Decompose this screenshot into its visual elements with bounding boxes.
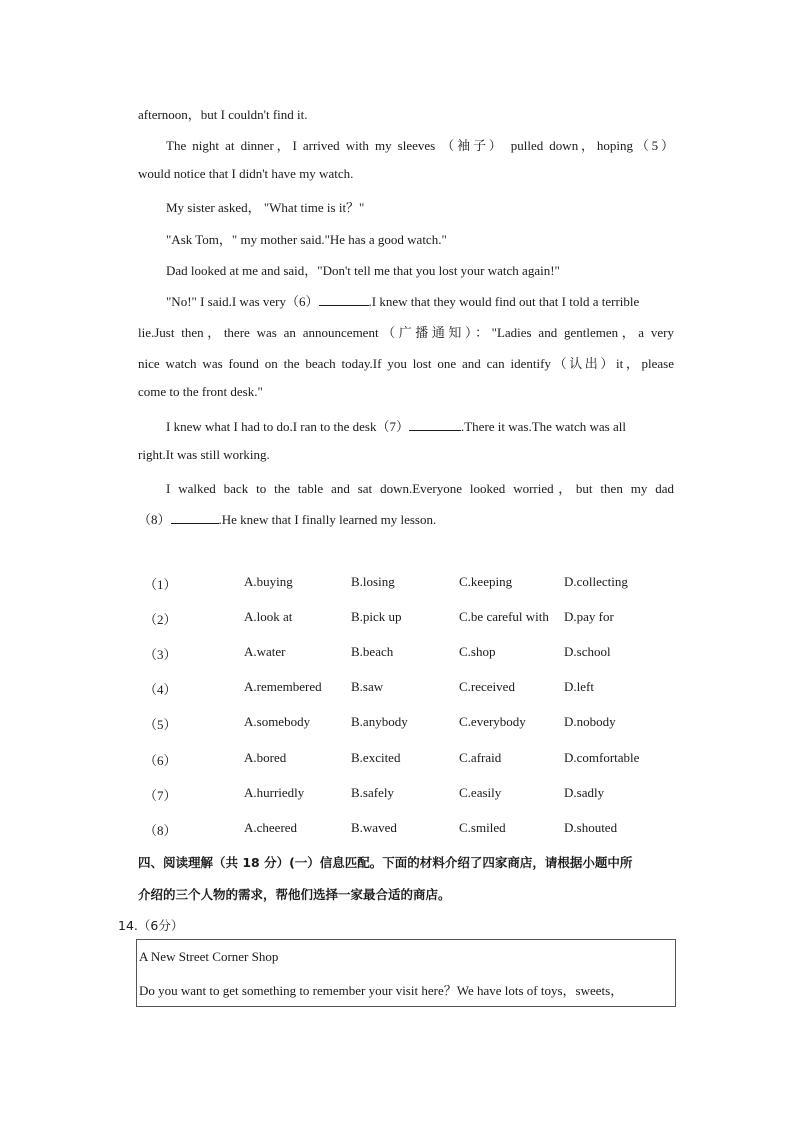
passage-text: .There it was.The watch was all (460, 419, 626, 434)
passage-line: "Ask Tom，" my mother said."He has a good watch." (166, 232, 447, 247)
shop-info-box (136, 939, 676, 1007)
option-choice[interactable]: D.sadly (564, 785, 605, 800)
option-choice[interactable]: C.everybody (459, 714, 526, 729)
option-choice[interactable]: D.left (564, 679, 594, 694)
option-choice[interactable]: B.saw (351, 679, 384, 694)
passage-text: "No!" I said.I was very（6） (166, 294, 319, 309)
option-choice[interactable]: B.waved (351, 820, 397, 835)
passage-text: I knew what I had to do.I ran to the desk（7） (166, 419, 409, 434)
option-choice[interactable]: A.buying (244, 574, 293, 589)
option-number: （3） (144, 647, 177, 662)
passage-line (166, 291, 674, 310)
option-choice[interactable]: A.remembered (244, 679, 322, 694)
option-choice[interactable]: A.hurriedly (244, 785, 305, 800)
passage-line: would notice that I didn't have my watch. (138, 166, 354, 181)
option-choice[interactable]: B.beach (351, 644, 394, 659)
passage-line: afternoon，but I couldn't find it. (138, 107, 308, 122)
option-choice[interactable]: B.excited (351, 750, 401, 765)
passage-line: nice watch was found on the beach today.If you lost one and can identify（认出）it，please (138, 356, 674, 371)
section-heading: 四、阅读理解（共 18 分）(一）信息匹配。下面的材料介绍了四家商店，请根据小题中所 (138, 855, 633, 870)
option-number: （2） (144, 612, 177, 627)
passage-line (138, 509, 436, 528)
option-choice[interactable]: B.losing (351, 574, 395, 589)
answer-blank-6[interactable] (319, 293, 369, 306)
option-choice[interactable]: C.afraid (459, 750, 502, 765)
option-number: （6） (144, 753, 177, 768)
option-number: （5） (144, 717, 177, 732)
option-choice[interactable]: A.somebody (244, 714, 311, 729)
shop-description: Do you want to get something to remember your visit here？We have lots of toys，sweets， (139, 983, 624, 998)
option-number: （7） (144, 788, 177, 803)
passage-line: My sister asked， "What time is it？" (166, 200, 365, 215)
answer-blank-7[interactable] (409, 418, 461, 431)
passage-line: The night at dinner，I arrived with my sleeves （袖子） pulled down，hoping（5） (166, 138, 674, 153)
option-choice[interactable]: A.cheered (244, 820, 298, 835)
option-choice[interactable]: C.keeping (459, 574, 513, 589)
option-choice[interactable]: C.be careful with (459, 609, 549, 624)
option-choice[interactable]: C.received (459, 679, 515, 694)
option-choice[interactable]: D.pay for (564, 609, 614, 624)
option-choice[interactable]: D.collecting (564, 574, 628, 589)
option-choice[interactable]: B.safely (351, 785, 394, 800)
option-choice[interactable]: A.water (244, 644, 286, 659)
passage-line: I walked back to the table and sat down.Everyone looked worried，but then my dad (166, 481, 674, 496)
option-choice[interactable]: D.shouted (564, 820, 618, 835)
option-choice[interactable]: B.pick up (351, 609, 402, 624)
option-choice[interactable]: C.shop (459, 644, 496, 659)
shop-title: A New Street Corner Shop (139, 949, 279, 964)
option-number: （4） (144, 682, 177, 697)
passage-text: .He knew that I finally learned my lesson. (218, 512, 437, 527)
option-number: （1） (144, 577, 177, 592)
passage-line (166, 416, 626, 435)
passage-line: Dad looked at me and said，"Don't tell me that you lost your watch again!" (166, 263, 560, 278)
option-choice[interactable]: C.smiled (459, 820, 506, 835)
option-choice[interactable]: A.bored (244, 750, 287, 765)
question-number: 14.（6分） (118, 918, 184, 933)
passage-line: lie.Just then，there was an announcement（广播通知）："Ladies and gentlemen，a very (138, 325, 674, 340)
option-choice[interactable]: B.anybody (351, 714, 408, 729)
option-number: （8） (144, 823, 177, 838)
passage-line: come to the front desk." (138, 384, 263, 399)
passage-text: .I knew that they would find out that I told a terrible (368, 294, 640, 309)
passage-line: right.It was still working. (138, 447, 270, 462)
option-choice[interactable]: D.comfortable (564, 750, 640, 765)
section-heading: 介绍的三个人物的需求，帮他们选择一家最合适的商店。 (138, 887, 451, 902)
option-choice[interactable]: C.easily (459, 785, 502, 800)
option-choice[interactable]: D.school (564, 644, 611, 659)
option-choice[interactable]: A.look at (244, 609, 293, 624)
option-choice[interactable]: D.nobody (564, 714, 616, 729)
passage-text: （8） (138, 512, 171, 527)
answer-blank-8[interactable] (171, 511, 219, 524)
